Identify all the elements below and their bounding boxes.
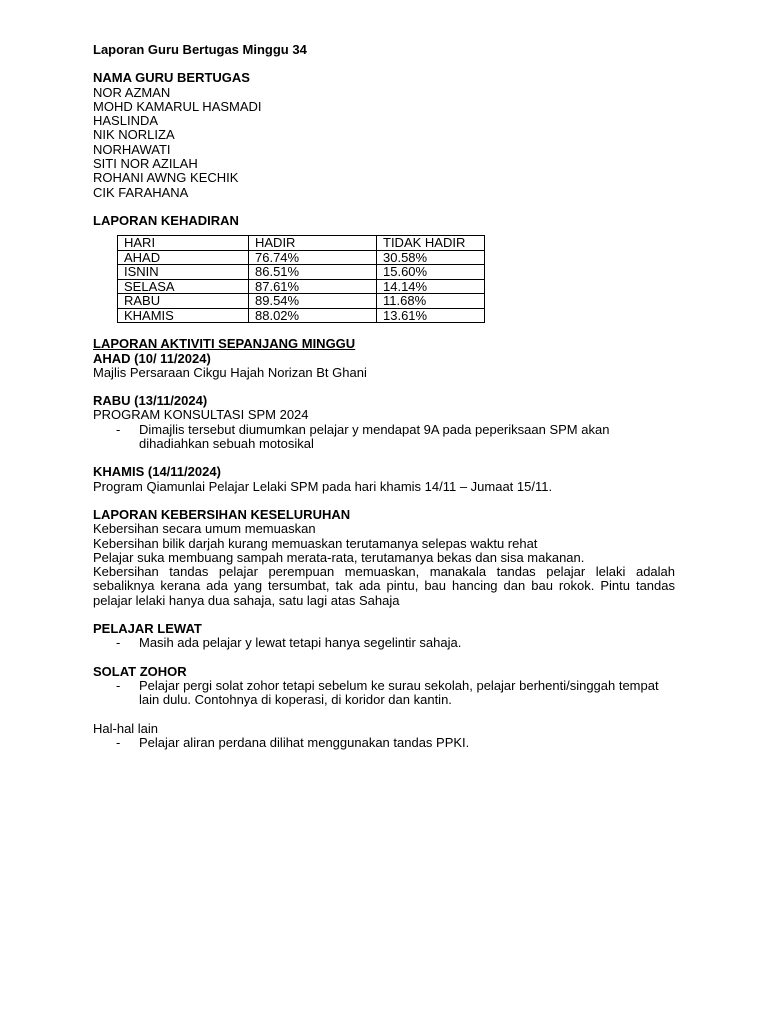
teacher-name: NORHAWATI	[93, 141, 171, 157]
column-header: TIDAK HADIR	[377, 236, 485, 251]
cleanliness-line: Pelajar suka membuang sampah merata-rata, terutamanya bekas dan sisa makanan.	[93, 549, 585, 565]
teacher-name: ROHANI AWNG KECHIK	[93, 170, 239, 186]
table-cell: 15.60%	[377, 265, 485, 280]
ahad-text: Majlis Persaraan Cikgu Hajah Norizan Bt Ghani	[93, 364, 367, 380]
table-row	[118, 308, 485, 323]
activities-heading: LAPORAN AKTIVITI SEPANJANG MINGGU	[93, 336, 356, 352]
table-cell: SELASA	[118, 279, 249, 294]
teachers-heading: NAMA GURU BERTUGAS	[93, 70, 250, 86]
column-header: HADIR	[249, 236, 377, 251]
table-cell: 76.74%	[249, 250, 377, 265]
teacher-name: NIK NORLIZA	[93, 127, 175, 143]
table-cell: 30.58%	[377, 250, 485, 265]
table-row	[118, 265, 485, 280]
list-item	[93, 679, 675, 708]
table-cell: 11.68%	[377, 294, 485, 309]
document-page	[93, 43, 675, 750]
table-cell: 87.61%	[249, 279, 377, 294]
list-item	[93, 736, 675, 750]
table-cell: ISNIN	[118, 265, 249, 280]
prayer-heading: SOLAT ZOHOR	[93, 663, 187, 679]
teacher-name: NOR AZMAN	[93, 84, 171, 100]
others-heading: Hal-hal lain	[93, 720, 159, 736]
khamis-heading: KHAMIS (14/11/2024)	[93, 464, 221, 480]
teacher-list	[93, 86, 675, 200]
list-item	[93, 636, 675, 650]
cleanliness-line: Kebersihan secara umum memuaskan	[93, 521, 316, 537]
bullet-text: Pelajar pergi solat zohor tetapi sebelum ke surau sekolah, pelajar berhenti/singgah tempat lain dulu. Contohnya di koperasi, di koridor dan kantin.	[139, 677, 659, 708]
table-row	[118, 294, 485, 309]
cleanliness-heading: LAPORAN KEBERSIHAN KESELURUHAN	[93, 506, 351, 522]
document-title: Laporan Guru Bertugas Minggu 34	[93, 42, 307, 57]
table-cell: AHAD	[118, 250, 249, 265]
list-item	[93, 423, 675, 452]
teacher-name: MOHD KAMARUL HASMADI	[93, 98, 262, 114]
attendance-heading: LAPORAN KEHADIRAN	[93, 212, 239, 228]
bullet-text: Dimajlis tersebut diumumkan pelajar y mendapat 9A pada peperiksaan SPM akan dihadiahkan sebuah motosikal	[139, 421, 610, 452]
column-header: HARI	[118, 236, 249, 251]
attendance-table	[117, 235, 485, 323]
cleanliness-line: Kebersihan tandas pelajar perempuan memuaskan, manakala tandas pelajar lelaki adalah sebaliknya kerana ada yang tersumbat, tak ada pintu, bau hancing dan bau rokok. Pintu tandas pelajar lelaki hanya dua sahaja, satu lagi atas Sahaja	[93, 564, 675, 608]
bullet-text: Pelajar aliran perdana dilihat menggunakan tandas PPKI.	[139, 734, 470, 750]
rabu-text: PROGRAM KONSULTASI SPM 2024	[93, 407, 309, 423]
khamis-text: Program Qiamunlai Pelajar Lelaki SPM pada hari khamis 14/11 – Jumaat 15/11.	[93, 478, 553, 494]
rabu-heading: RABU (13/11/2024)	[93, 393, 208, 409]
table-cell: RABU	[118, 294, 249, 309]
teacher-name: SITI NOR AZILAH	[93, 156, 198, 172]
bullet-marker: -	[116, 421, 121, 437]
table-cell: 86.51%	[249, 265, 377, 280]
table-cell: 13.61%	[377, 308, 485, 323]
bullet-marker: -	[116, 677, 121, 693]
table-cell: 89.54%	[249, 294, 377, 309]
table-cell: 88.02%	[249, 308, 377, 323]
teacher-name: CIK FARAHANA	[93, 184, 189, 200]
cleanliness-line: Kebersihan bilik darjah kurang memuaskan terutamanya selepas waktu rehat	[93, 535, 538, 551]
ahad-heading: AHAD (10/ 11/2024)	[93, 350, 211, 366]
table-cell: 14.14%	[377, 279, 485, 294]
bullet-text: Masih ada pelajar y lewat tetapi hanya segelintir sahaja.	[139, 635, 462, 651]
table-row	[118, 279, 485, 294]
late-heading: PELAJAR LEWAT	[93, 621, 202, 637]
table-row	[118, 250, 485, 265]
teacher-name: HASLINDA	[93, 113, 159, 129]
table-header-row	[118, 236, 485, 251]
bullet-marker: -	[116, 635, 121, 651]
bullet-marker: -	[116, 734, 121, 750]
table-cell: KHAMIS	[118, 308, 249, 323]
